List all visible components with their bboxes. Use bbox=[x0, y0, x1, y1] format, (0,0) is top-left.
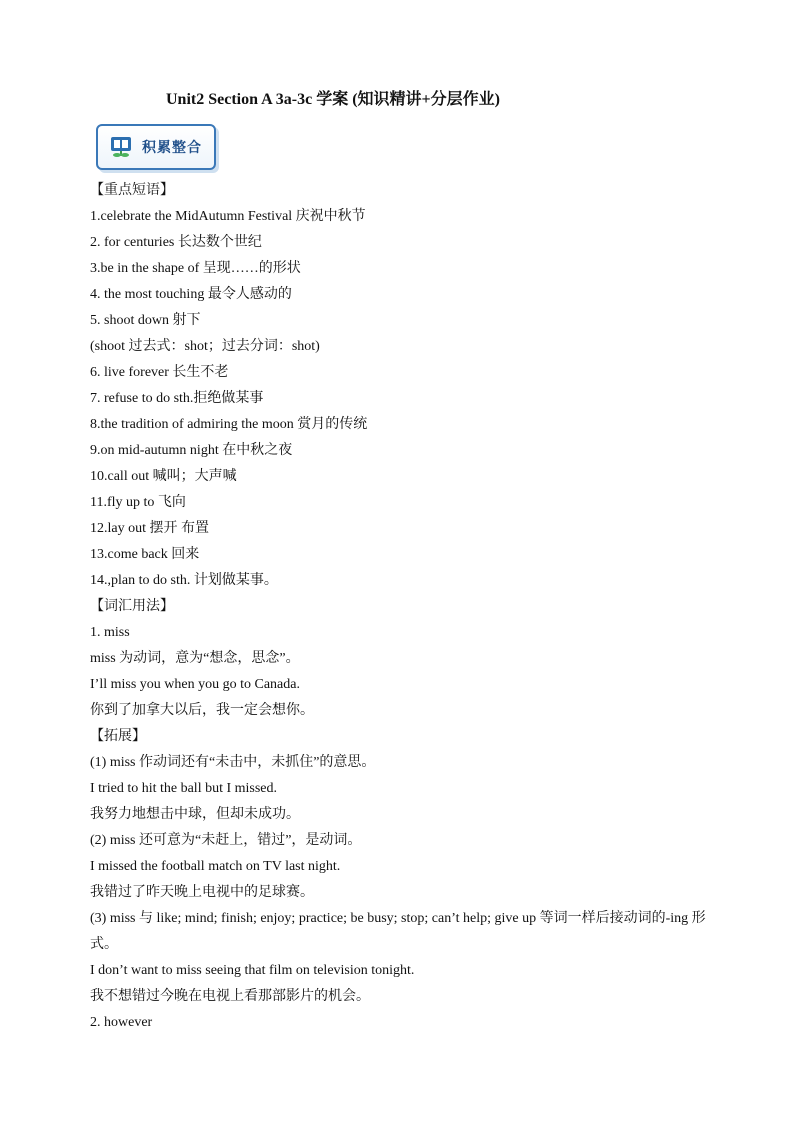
phrase-item: 6. live forever 长生不老 bbox=[90, 365, 229, 380]
phrase-note: (shoot 过去式：shot；过去分词：shot) bbox=[90, 339, 320, 354]
badge-label: 积累整合 bbox=[142, 140, 202, 156]
example-sentence: I missed the football match on TV last night. bbox=[90, 859, 341, 874]
example-sentence: I don’t want to miss seeing that film on television tonight. bbox=[90, 963, 415, 978]
book-plant-icon bbox=[110, 135, 132, 159]
example-translation: 你到了加拿大以后，我一定会想你。 bbox=[90, 703, 314, 718]
section-heading: 【拓展】 bbox=[90, 729, 146, 744]
section-heading: 【词汇用法】 bbox=[90, 599, 174, 614]
phrase-item: 14.,plan to do sth. 计划做某事。 bbox=[90, 573, 278, 588]
phrase-item: 1.celebrate the MidAutumn Festival 庆祝中秋节 bbox=[90, 209, 366, 224]
vocab-word: 2. however bbox=[90, 1015, 153, 1030]
section-badge bbox=[96, 124, 216, 170]
phrase-item: 12.lay out 摆开 布置 bbox=[90, 521, 209, 536]
vocab-explanation: (3) miss 与 like; mind; finish; enjoy; practice; be busy; stop; can’t help; give up 等词一样后接动词的-ing 形式。 bbox=[90, 911, 706, 952]
phrase-item: 3.be in the shape of 呈现……的形状 bbox=[90, 261, 301, 276]
phrase-item: 4. the most touching 最令人感动的 bbox=[90, 287, 292, 302]
vocab-word: 1. miss bbox=[90, 625, 130, 640]
document-body bbox=[90, 178, 720, 1036]
phrase-item: 8.the tradition of admiring the moon 赏月的传统 bbox=[90, 417, 368, 432]
phrase-item: 10.call out 喊叫；大声喊 bbox=[90, 469, 237, 484]
example-translation: 我努力地想击中球，但却未成功。 bbox=[90, 807, 300, 822]
section-heading: 【重点短语】 bbox=[90, 183, 174, 198]
vocab-explanation: (1) miss 作动词还有“未击中，未抓住”的意思。 bbox=[90, 755, 376, 770]
phrase-item: 2. for centuries 长达数个世纪 bbox=[90, 235, 262, 250]
example-sentence: I’ll miss you when you go to Canada. bbox=[90, 677, 300, 692]
phrase-item: 7. refuse to do sth.拒绝做某事 bbox=[90, 391, 264, 406]
vocab-explanation: miss 为动词，意为“想念，思念”。 bbox=[90, 651, 300, 666]
example-translation: 我不想错过今晚在电视上看那部影片的机会。 bbox=[90, 989, 370, 1004]
phrase-item: 5. shoot down 射下 bbox=[90, 313, 201, 328]
phrase-item: 13.come back 回来 bbox=[90, 547, 200, 562]
example-sentence: I tried to hit the ball but I missed. bbox=[90, 781, 278, 796]
phrase-item: 11.fly up to 飞向 bbox=[90, 495, 186, 510]
example-translation: 我错过了昨天晚上电视中的足球赛。 bbox=[90, 885, 314, 900]
phrase-item: 9.on mid-autumn night 在中秋之夜 bbox=[90, 443, 293, 458]
page-title: Unit2 Section A 3a-3c 学案 (知识精讲+分层作业) bbox=[166, 91, 500, 108]
vocab-explanation: (2) miss 还可意为“未赶上，错过”，是动词。 bbox=[90, 833, 362, 848]
